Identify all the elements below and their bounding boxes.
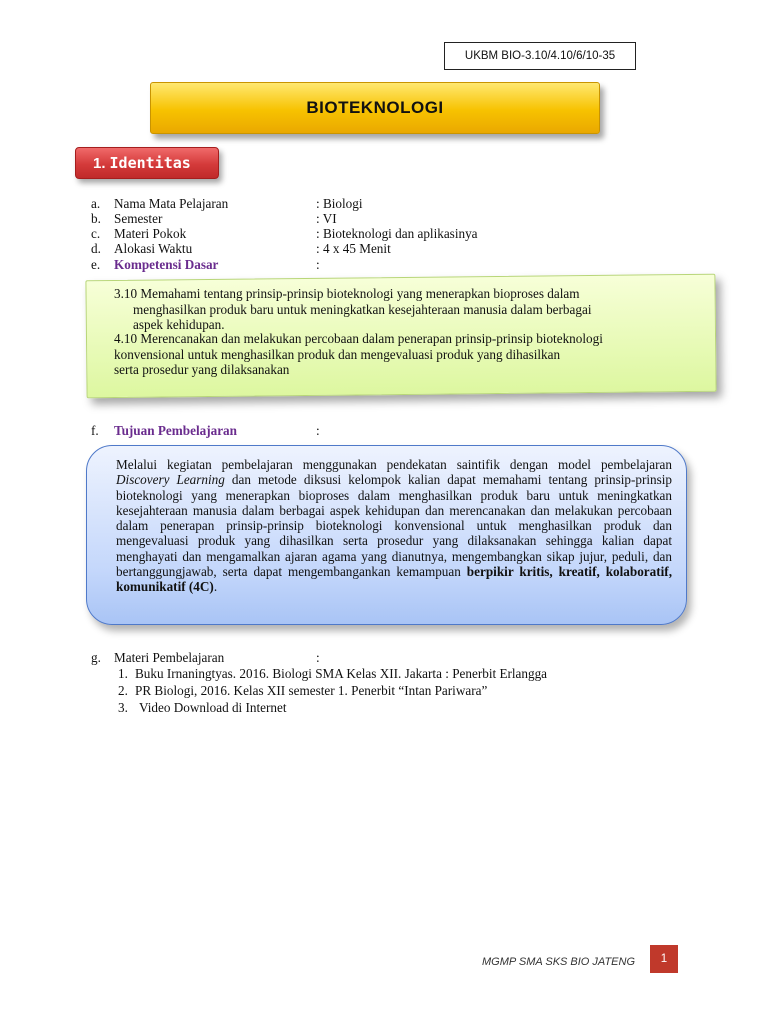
page-number: 1 [650, 945, 678, 973]
section-number: 1. [93, 154, 106, 172]
kd-item-4-10: 4.10 Merencanakan dan melakukan percobaan dalam penerapan prinsip-prinsip bioteknologi konvensional untuk menghasilkan produk dan mengevaluasi produk yang dihasilkan serta prosedur yang dilaksanakan [114, 331, 603, 377]
section-label: Identitas [109, 154, 191, 172]
kd-item-3-10: 3.10 Memahami tentang prinsip-prinsip bioteknologi yang menerapkan bioproses dalam menghasilkan produk baru untuk meningkatkan kesejahteraan manusia dalam berbagai aspek kehidupan. [114, 286, 592, 332]
document-code: UKBM BIO-3.10/4.10/6/10-35 [444, 42, 636, 70]
footer-label: MGMP SMA SKS BIO JATENG [482, 956, 636, 968]
page-title: BIOTEKNOLOGI [150, 82, 600, 134]
section-identitas-tab [75, 147, 219, 179]
tujuan-text: Melalui kegiatan pembelajaran menggunakan pendekatan saintifik dengan model pembelajaran Discovery Learning dan metode diksusi kelompok kalian dapat memahami tentang prinsip-prinsip bioteknologi yang menerapkan bioproses dalam menghasilkan produk baru untuk meningkatkan kesejahteraan manusia dalam berbagai aspek kehidupan dan merencanakan dan melakukan percobaan dalam penerapan prinsip-prinsip bioteknologi konvensional untuk menghasilkan produk dan mengevaluasi produk yang dihasilkan serta prosedur yang dilaksanakan sehingga kalian dapat menghayati dan mengamalkan ajaran agama yang dianutnya, mengembangkan sikap jujur, peduli, dan bertanggungjawab, serta dapat mengembangankan kemampuan berpikir kritis, kreatif, kolaboratif, komunikatif (4C). [116, 457, 672, 595]
